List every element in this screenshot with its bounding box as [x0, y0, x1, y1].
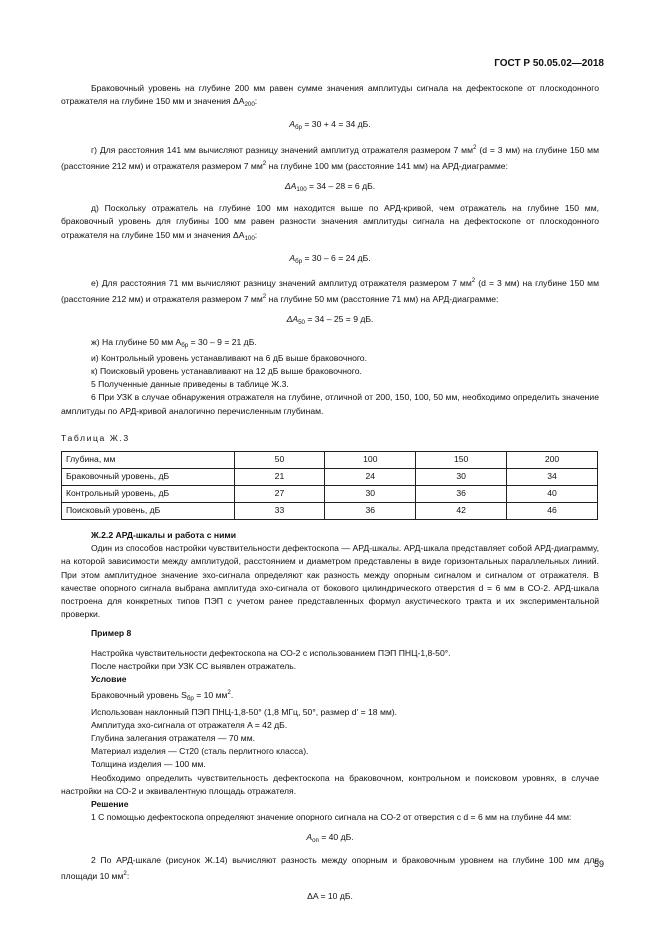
paragraph: Один из способов настройки чувствительности дефектоскопа — АРД-шкалы. АРД-шкала представляет собой АРД-диаграмму, на которой зависимости между амплитудой, расстоянием и диаметром представлены в виде горизонтальных параллельных линий. При этом амплитудное значение эхо-сигнала определяют как разность между опорным сигналом и сигналом от отражателя. В качестве опорного сигнала выбрана амплитуда эхо-сигнала от бокового цилиндрического отверстия d = 6 мм в СО-2. АРД-шкала построена для конкретных типов ПЭП с учетом ранее представленных формул акустического тракта и их экспериментальной проверки.	[61, 543, 599, 620]
table-cell: 30	[325, 486, 416, 503]
formula: ΔA = 10 дБ.	[307, 890, 353, 901]
table-cell: 150	[416, 452, 507, 469]
table-caption: Таблица Ж.3	[61, 432, 130, 443]
data-table	[61, 451, 598, 520]
table-row	[62, 452, 598, 469]
paragraph: Использован наклонный ПЭП ПНЦ-1,8-50° (1,8 МГц, 50°, размер d' = 18 мм).	[91, 706, 398, 717]
formula: $A_{оп} = 40$ дБ.	[306, 832, 354, 845]
solution-title: Решение	[91, 798, 129, 809]
document-code-header: ГОСТ Р 50.05.02—2018	[494, 58, 604, 69]
formula: $\Delta A_{100} = 34 - 28 = 6$ дБ.	[284, 181, 376, 194]
table-cell: 36	[325, 503, 416, 520]
table-cell: 42	[416, 503, 507, 520]
paragraph: Настройка чувствительности дефектоскопа на СО-2 с использованием ПЭП ПНЦ-1,8-50°.	[91, 647, 451, 658]
paragraph: Материал изделия — Ст20 (сталь перлитного класса).	[91, 746, 309, 757]
paragraph: Амплитуда эхо-сигнала от отражателя A = 42 дБ.	[91, 719, 288, 730]
paragraph: к) Поисковый уровень устанавливают на 12 дБ выше браковочного.	[91, 366, 362, 377]
page-number: 59	[593, 859, 604, 869]
section-title: Ж.2.2 АРД-шкалы и работа с ними	[91, 530, 236, 541]
formula: $A_{бр} = 30 + 4 = 34$ дБ.	[289, 119, 371, 132]
paragraph: е) Для расстояния 71 мм вычисляют разницу значений амплитуд отражателя размером 7 $мм^2$ (d = 3 мм) на глубине 150 мм (расстояние 212 мм) и отражателя размером 7 $мм^2$ на глубине 50 мм (расстояние 71 мм) на АРД-диаграмме:	[61, 277, 599, 305]
paragraph: 5 Полученные данные приведены в таблице Ж.3.	[91, 379, 289, 390]
table-cell: 100	[325, 452, 416, 469]
paragraph: Браковочный уровень $S_{бр} = 10$ $мм^2$.	[91, 689, 234, 703]
condition-title: Условие	[91, 674, 127, 685]
table-cell: 24	[325, 469, 416, 486]
paragraph: Необходимо определить чувствительность дефектоскопа на браковочном, контрольном и поисковом уровнях, в случае настройки на СО-2 и эквивалентную площадь отражателя.	[61, 772, 599, 796]
paragraph: д) Поскольку отражатель на глубине 100 мм находится выше по АРД-кривой, чем отражатель на глубине 150 мм, браковочный уровень для глубины 100 мм равен разности значения амплитуды сигнала на дефектоскопе от плоскодонного отражателя на глубине 150 мм и значения $\Delta A_{100}$:	[61, 203, 599, 242]
example-title: Пример 8	[91, 628, 132, 639]
row-label: Браковочный уровень, дБ	[62, 469, 235, 486]
row-label: Поисковый уровень, дБ	[62, 503, 235, 520]
formula: $\Delta A_{50} = 34 - 25 = 9$ дБ.	[286, 314, 374, 327]
paragraph: 1 С помощью дефектоскопа определяют значение опорного сигнала на СО-2 от отверстия с d = 6 мм на глубине 44 мм:	[91, 812, 572, 823]
paragraph: г) Для расстояния 141 мм вычисляют разницу значений амплитуд отражателя размером 7 $мм^2$ (d = 3 мм) на глубине 150 мм (расстояние 212 мм) и отражателя размером 7 $мм^2$ на глубине 100 мм (расстояние 141 мм) на АРД-диаграмме:	[61, 143, 599, 171]
row-label: Контрольный уровень, дБ	[62, 486, 235, 503]
paragraph: и) Контрольный уровень устанавливают на 6 дБ выше браковочного.	[91, 352, 367, 363]
table-cell: 40	[507, 486, 598, 503]
table-cell: 200	[507, 452, 598, 469]
formula: $A_{бр} = 30 - 6 = 24$ дБ.	[289, 252, 371, 265]
paragraph: Глубина залегания отражателя — 70 мм.	[91, 732, 255, 743]
page-body	[61, 82, 599, 909]
table-cell: 30	[416, 469, 507, 486]
paragraph: После настройки при УЗК СС выявлен отражатель.	[91, 660, 297, 671]
table-cell: 50	[234, 452, 325, 469]
table-cell: 34	[507, 469, 598, 486]
paragraph: Браковочный уровень на глубине 200 мм равен сумме значения амплитуды сигнала на дефектоскопе от плоскодонного отражателя на глубине 150 мм и значения $\Delta A_{200}$:	[61, 83, 599, 109]
table-cell: 33	[234, 503, 325, 520]
row-label: Глубина, мм	[62, 452, 235, 469]
paragraph: 6 При УЗК в случае обнаружения отражателя на глубине, отличной от 200, 150, 100, 50 мм, необходимо определить значение амплитуды по АРД-кривой аналогично перечисленным глубинам.	[61, 392, 599, 416]
table-row	[62, 486, 598, 503]
paragraph: 2 По АРД-шкале (рисунок Ж.14) вычисляют разность между опорным и браковочным уровнем на глубине 100 мм для площади 10 $мм^2$:	[61, 854, 599, 881]
table-row	[62, 503, 598, 520]
table-row	[62, 469, 598, 486]
paragraph: ж) На глубине 50 мм $A_{бр} = 30 - 9 = 21$ дБ.	[91, 336, 257, 349]
table-cell: 46	[507, 503, 598, 520]
paragraph: Толщина изделия — 100 мм.	[91, 759, 206, 770]
table-cell: 21	[234, 469, 325, 486]
table-cell: 36	[416, 486, 507, 503]
table-cell: 27	[234, 486, 325, 503]
